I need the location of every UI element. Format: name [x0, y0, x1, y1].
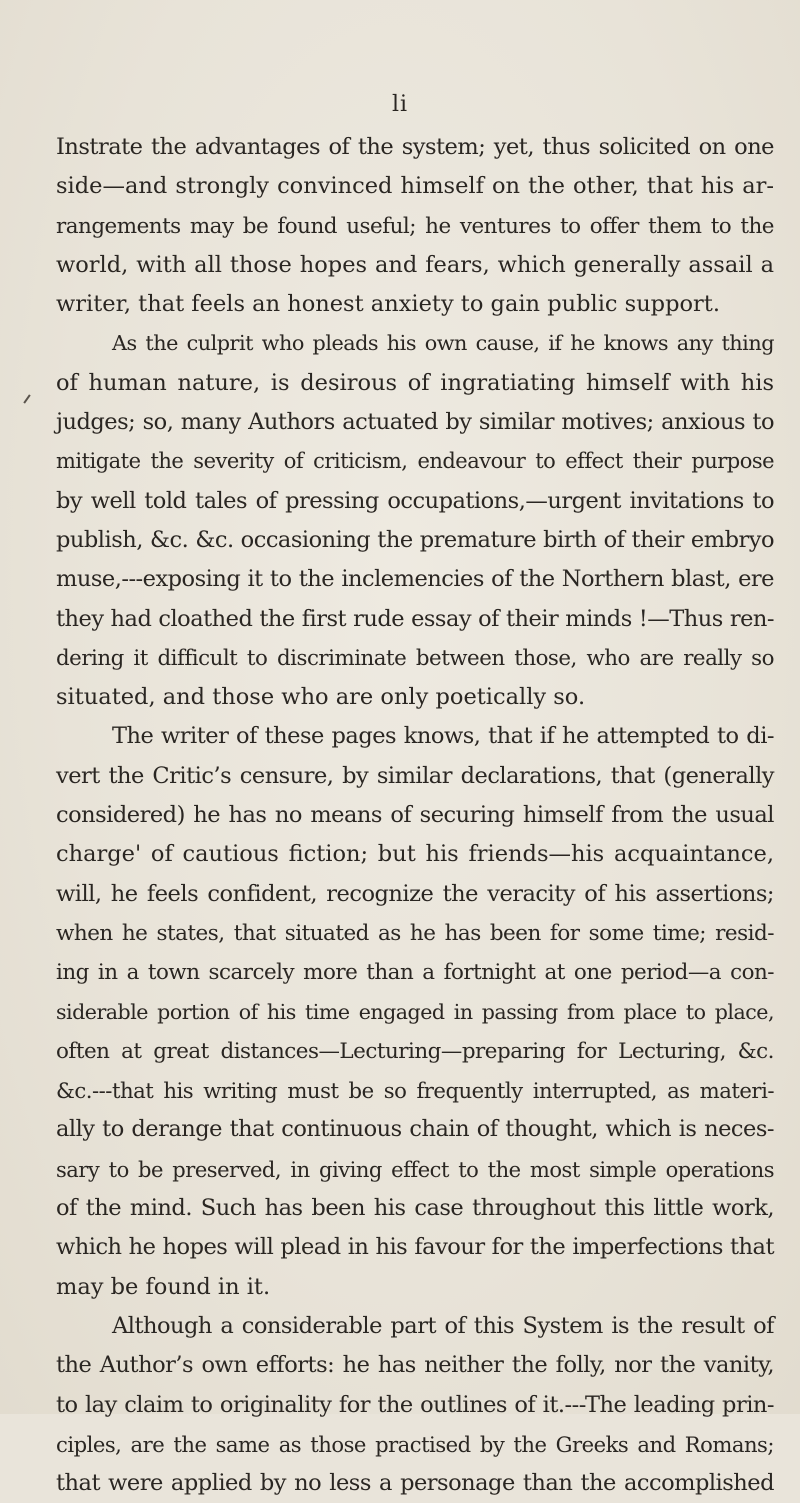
text-line: Although a considerable part of this System is the result of	[112, 1312, 774, 1339]
text-line: which he hopes will plead in his favour for the imperfections that	[56, 1234, 774, 1261]
text-line: Instrate the advantages of the system; yet, thus solicited on one	[56, 134, 774, 160]
text-line: world, with all those hopes and fears, which generally assail a	[56, 251, 774, 278]
text-line: they had cloathed the first rude essay of their minds !—Thus ren-	[56, 605, 774, 632]
text-line: ciples, are the same as those practised by the Greeks and Romans;	[56, 1431, 774, 1457]
text-line: when he states, that situated as he has been for some time; resid-	[56, 920, 774, 946]
text-line: will, he feels confident, recognize the veracity of his assertions;	[56, 880, 774, 907]
text-line: of human nature, is desirous of ingratiating himself with his	[56, 369, 774, 396]
text-line: sary to be preserved, in giving effect to the most simple operations	[56, 1156, 774, 1182]
text-line: mitigate the severity of criticism, endeavour to effect their purpose	[56, 449, 774, 474]
text-line: siderable portion of his time engaged in passing from place to place,	[56, 999, 774, 1024]
text-line: dering it difficult to discriminate between those, who are really so	[56, 645, 774, 671]
margin-mark	[23, 394, 30, 403]
text-line: considered) he has no means of securing himself from the usual	[56, 802, 774, 829]
body-text	[56, 128, 774, 1503]
text-line: muse,---exposing it to the inclemencies of the Northern blast, ere	[56, 566, 774, 593]
text-line: &c.---that his writing must be so frequently interrupted, as materi-	[56, 1078, 774, 1104]
text-line: As the culprit who pleads his own cause, if he knows any thing	[112, 331, 774, 356]
text-line: judges; so, many Authors actuated by similar motives; anxious to	[56, 409, 774, 436]
text-line: that were applied by no less a personage than the accomplished	[56, 1470, 774, 1497]
text-line: writer, that feels an honest anxiety to gain public support.	[56, 291, 720, 318]
text-line: vert the Critic’s censure, by similar declarations, that (generally	[56, 762, 774, 789]
text-line: often at great distances—Lecturing—preparing for Lecturing, &c.	[56, 1038, 774, 1064]
text-line: ing in a town scarcely more than a fortnight at one period—a con-	[56, 960, 774, 986]
text-line: to lay claim to originality for the outlines of it.---The leading prin-	[56, 1391, 774, 1418]
text-line: of the mind. Such has been his case throughout this little work,	[56, 1195, 774, 1222]
text-line: rangements may be found useful; he ventures to offer them to the	[56, 213, 774, 239]
text-line: may be found in it.	[56, 1273, 271, 1300]
page-number: li	[391, 92, 409, 117]
text-line: side—and strongly convinced himself on the other, that his ar-	[56, 173, 774, 200]
text-line: the Author’s own efforts: he has neither the folly, nor the vanity,	[56, 1352, 774, 1379]
text-line: by well told tales of pressing occupations,—urgent invitations to	[56, 487, 774, 514]
text-line: situated, and those who are only poetically so.	[56, 684, 586, 711]
text-line: publish, &c. &c. occasioning the premature birth of their embryo	[56, 526, 774, 553]
text-line: The writer of these pages knows, that if he attempted to di-	[112, 723, 774, 750]
text-line: charge' of cautious fiction; but his friends—his acquaintance,	[56, 841, 774, 868]
text-line: ally to derange that continuous chain of thought, which is neces-	[56, 1116, 774, 1143]
